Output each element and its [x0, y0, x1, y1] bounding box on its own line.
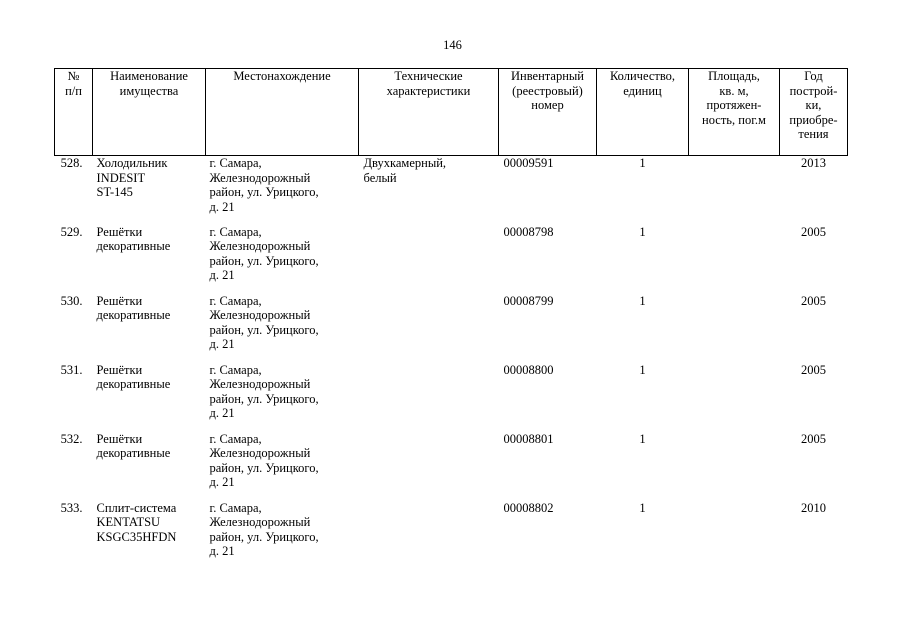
- cell-name: Решётки декоративные: [96, 224, 171, 253]
- cell-quantity: 1: [639, 500, 646, 515]
- cell-inventory: 00008798: [503, 224, 554, 239]
- cell-tech: [359, 363, 499, 432]
- table-row: [55, 294, 848, 363]
- header-quantity: Количество, единиц: [597, 69, 689, 156]
- header-name: Наименование имущества: [93, 69, 206, 156]
- cell-year: 2005: [801, 293, 826, 308]
- cell-location: г. Самара, Железнодорожный район, ул. Урицкого, д. 21: [209, 293, 319, 351]
- cell-name: Решётки декоративные: [96, 293, 171, 322]
- cell-area: [689, 363, 780, 432]
- cell-inventory: 00008802: [503, 500, 554, 515]
- cell-quantity: 1: [639, 431, 646, 446]
- table-header-row: [55, 69, 848, 156]
- page-number: 146: [443, 38, 462, 52]
- cell-area: [689, 156, 780, 225]
- cell-number: 533.: [60, 500, 83, 515]
- cell-name: Решётки декоративные: [96, 431, 171, 460]
- cell-quantity: 1: [639, 362, 646, 377]
- table-row: [55, 363, 848, 432]
- cell-quantity: 1: [639, 156, 646, 170]
- cell-location: г. Самара, Железнодорожный район, ул. Урицкого, д. 21: [209, 431, 319, 489]
- table-row: [55, 501, 848, 570]
- cell-quantity: 1: [639, 224, 646, 239]
- cell-inventory: 00009591: [503, 156, 554, 170]
- cell-year: 2005: [801, 431, 826, 446]
- cell-location: г. Самара, Железнодорожный район, ул. Урицкого, д. 21: [209, 500, 319, 558]
- header-tech: Технические характеристики: [359, 69, 499, 156]
- cell-inventory: 00008799: [503, 293, 554, 308]
- table-row: [55, 432, 848, 501]
- table-row: [55, 156, 848, 225]
- cell-location: г. Самара, Железнодорожный район, ул. Урицкого, д. 21: [209, 224, 319, 282]
- cell-area: [689, 294, 780, 363]
- cell-number: 532.: [60, 431, 83, 446]
- cell-number: 528.: [60, 156, 83, 170]
- cell-year: 2010: [801, 500, 826, 515]
- header-number: № п/п: [55, 69, 93, 156]
- cell-quantity: 1: [639, 293, 646, 308]
- cell-area: [689, 225, 780, 294]
- header-year: Год построй- ки, приобре- тения: [780, 69, 848, 156]
- header-location: Местонахождение: [206, 69, 359, 156]
- cell-tech: [359, 294, 499, 363]
- cell-area: [689, 501, 780, 570]
- table-row: [55, 225, 848, 294]
- cell-year: 2005: [801, 362, 826, 377]
- cell-year: 2013: [801, 156, 826, 170]
- cell-name: Сплит-система KENTATSU KSGC35HFDN: [96, 500, 177, 544]
- cell-year: 2005: [801, 224, 826, 239]
- property-table: [54, 68, 848, 570]
- cell-tech: [359, 501, 499, 570]
- cell-number: 531.: [60, 362, 83, 377]
- cell-location: г. Самара, Железнодорожный район, ул. Урицкого, д. 21: [209, 362, 319, 420]
- cell-area: [689, 432, 780, 501]
- cell-inventory: 00008800: [503, 362, 554, 377]
- cell-tech: [359, 225, 499, 294]
- cell-tech: [359, 432, 499, 501]
- cell-location: г. Самара, Железнодорожный район, ул. Урицкого, д. 21: [209, 156, 319, 214]
- header-inventory: Инвентарный (реестровый) номер: [499, 69, 597, 156]
- cell-number: 530.: [60, 293, 83, 308]
- cell-name: Решётки декоративные: [96, 362, 171, 391]
- header-area: Площадь, кв. м, протяжен- ность, пог.м: [689, 69, 780, 156]
- cell-inventory: 00008801: [503, 431, 554, 446]
- cell-number: 529.: [60, 224, 83, 239]
- cell-name: Холодильник INDESIT ST-145: [96, 156, 168, 199]
- cell-tech: Двухкамерный, белый: [363, 156, 447, 185]
